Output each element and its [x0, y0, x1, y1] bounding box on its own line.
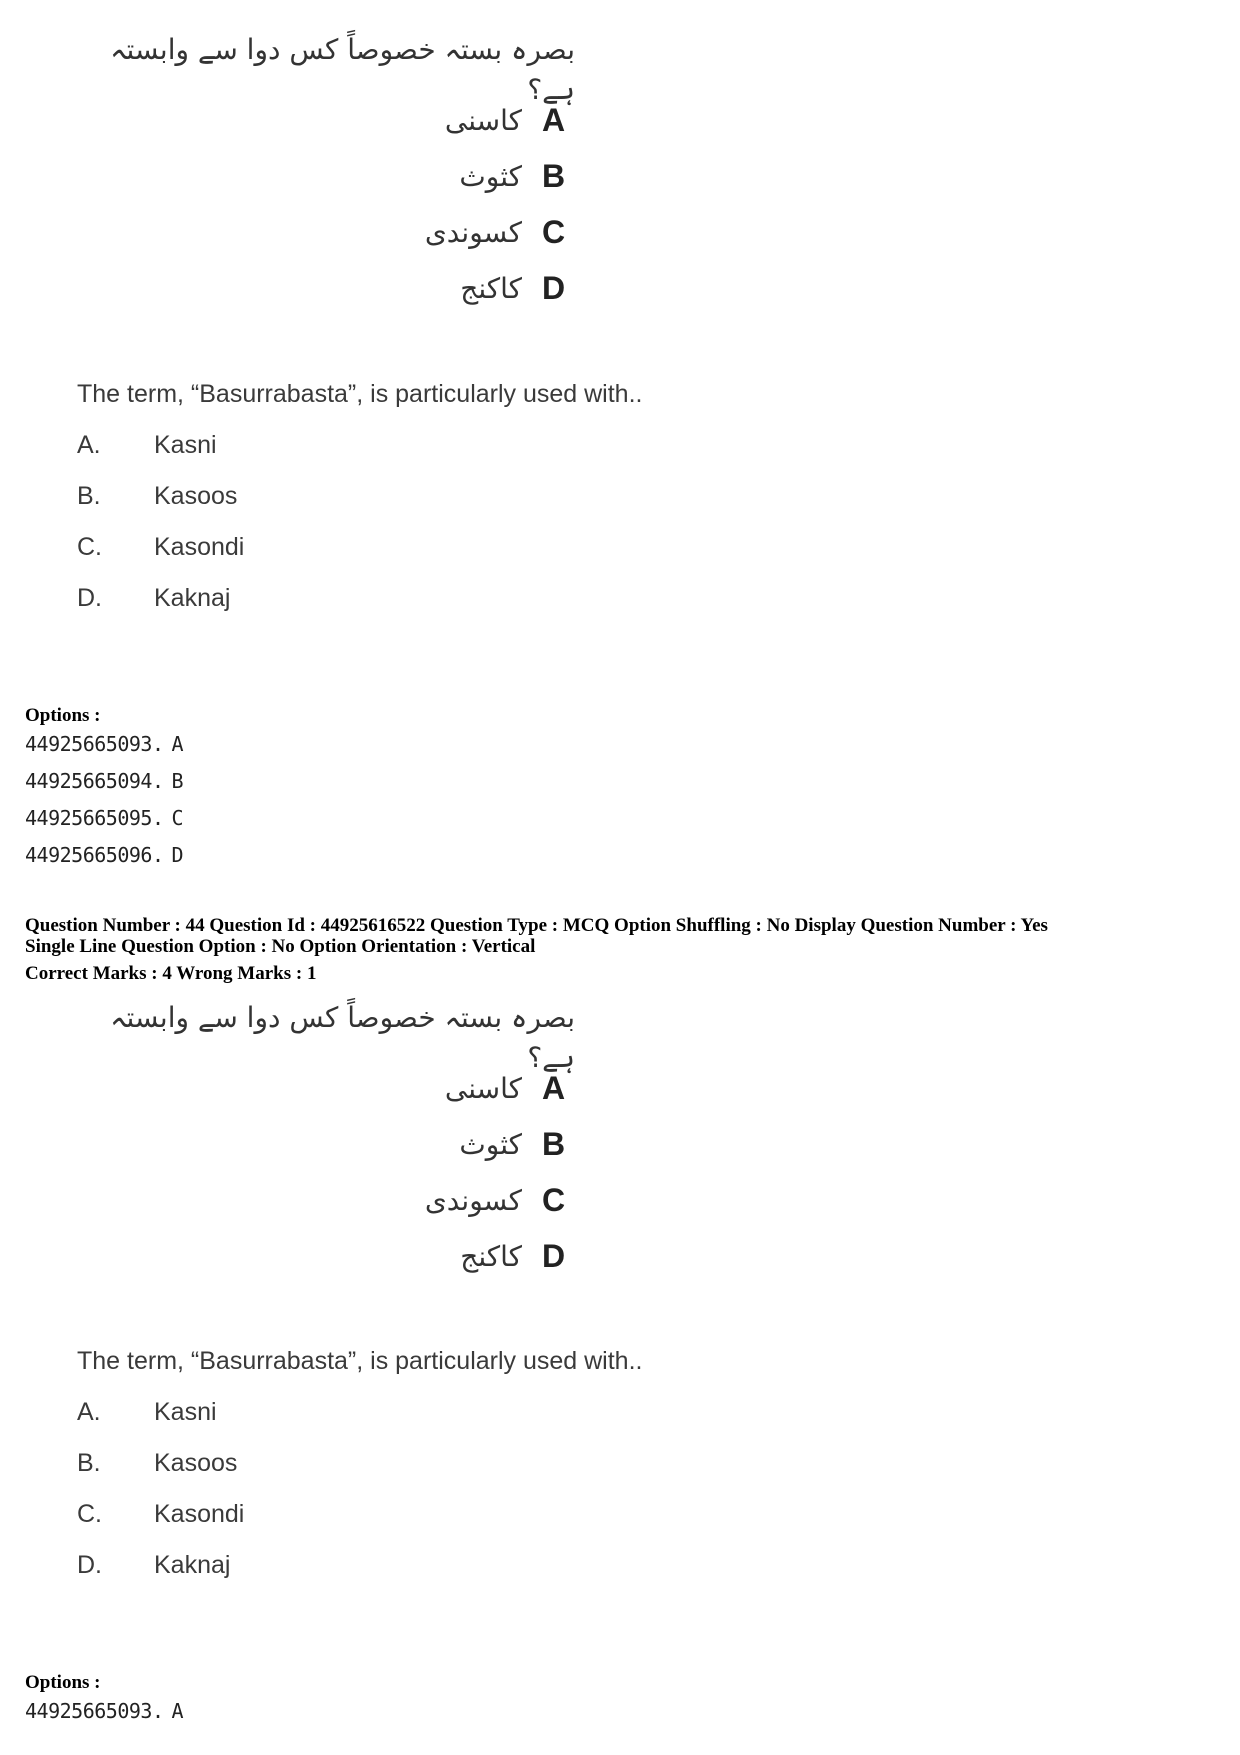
option-letter: B.: [77, 481, 101, 510]
urdu-option-letter: C: [542, 1181, 566, 1218]
english-option-a: [77, 1392, 217, 1432]
urdu-option-c: [380, 1172, 570, 1228]
urdu-option-a: [380, 92, 570, 148]
urdu-option-letter: D: [542, 269, 566, 306]
option-letter: C.: [77, 1499, 102, 1528]
option-letter: D.: [77, 583, 102, 612]
option-id-letter: B: [171, 769, 184, 793]
option-id: 44925665096.: [25, 843, 164, 867]
option-letter: A.: [77, 430, 101, 459]
option-letter: D.: [77, 1550, 102, 1579]
option-id-letter: A: [171, 1699, 184, 1723]
option-id-row: [25, 732, 183, 756]
english-question-text: The term, “Basurrabasta”, is particularly used with..: [77, 380, 643, 408]
english-option-b: [77, 476, 237, 516]
option-id-letter: C: [171, 806, 184, 830]
urdu-option-letter: A: [542, 1069, 566, 1106]
option-id-row: [25, 806, 183, 830]
option-id-row: [25, 1699, 183, 1723]
urdu-question-text: بصرہ بستہ خصوصاً کس دوا سے وابستہ ہے؟: [110, 1001, 575, 1074]
urdu-option-text: کاسنی: [444, 1071, 522, 1105]
option-text: Kaknaj: [154, 583, 231, 612]
option-text: Kasondi: [154, 1499, 245, 1528]
option-text: Kasoos: [154, 1448, 238, 1477]
urdu-option-text: کسوندی: [424, 1183, 522, 1217]
english-option-c: [77, 527, 244, 567]
question-meta-line-3: Correct Marks : 4 Wrong Marks : 1: [25, 963, 317, 984]
option-text: Kasondi: [154, 532, 245, 561]
option-text: Kaknaj: [154, 1550, 231, 1579]
options-label: Options :: [25, 1672, 101, 1693]
question-meta-line-2: Single Line Question Option : No Option Orientation : Vertical: [25, 936, 536, 957]
urdu-option-text: کاسنی: [444, 103, 522, 137]
option-id: 44925665093.: [25, 1699, 164, 1723]
urdu-option-c: [380, 204, 570, 260]
urdu-question-text: بصرہ بستہ خصوصاً کس دوا سے وابستہ ہے؟: [110, 33, 575, 106]
english-option-d: [77, 578, 230, 618]
urdu-option-text: کثوث: [459, 1127, 522, 1161]
urdu-option-text: کاکنج: [460, 271, 522, 305]
option-letter: A.: [77, 1397, 101, 1426]
option-id: 44925665094.: [25, 769, 164, 793]
options-label: Options :: [25, 705, 101, 726]
option-id-row: [25, 843, 183, 867]
urdu-option-letter: D: [542, 1237, 566, 1274]
english-option-a: [77, 425, 217, 465]
urdu-option-d: [380, 1228, 570, 1284]
english-option-c: [77, 1494, 244, 1534]
urdu-option-text: کاکنج: [460, 1239, 522, 1273]
urdu-option-letter: C: [542, 213, 566, 250]
urdu-option-a: [380, 1060, 570, 1116]
urdu-option-text: کسوندی: [424, 215, 522, 249]
urdu-option-b: [380, 148, 570, 204]
option-text: Kasoos: [154, 481, 238, 510]
option-id-row: [25, 769, 183, 793]
question-meta-line-1: Question Number : 44 Question Id : 44925616522 Question Type : MCQ Option Shuffling : No Display Question Number : Yes: [25, 915, 1048, 936]
option-id-letter: D: [171, 843, 184, 867]
urdu-option-d: [380, 260, 570, 316]
option-text: Kasni: [154, 1397, 217, 1426]
urdu-option-text: کثوث: [459, 159, 522, 193]
urdu-option-letter: B: [542, 157, 566, 194]
option-letter: C.: [77, 532, 102, 561]
english-question-text: The term, “Basurrabasta”, is particularly used with..: [77, 1347, 643, 1375]
option-text: Kasni: [154, 430, 217, 459]
option-id-letter: A: [171, 732, 184, 756]
english-option-b: [77, 1443, 237, 1483]
urdu-option-letter: A: [542, 101, 566, 138]
urdu-option-b: [380, 1116, 570, 1172]
english-option-d: [77, 1545, 230, 1585]
option-letter: B.: [77, 1448, 101, 1477]
option-id: 44925665093.: [25, 732, 164, 756]
urdu-option-letter: B: [542, 1125, 566, 1162]
option-id: 44925665095.: [25, 806, 164, 830]
